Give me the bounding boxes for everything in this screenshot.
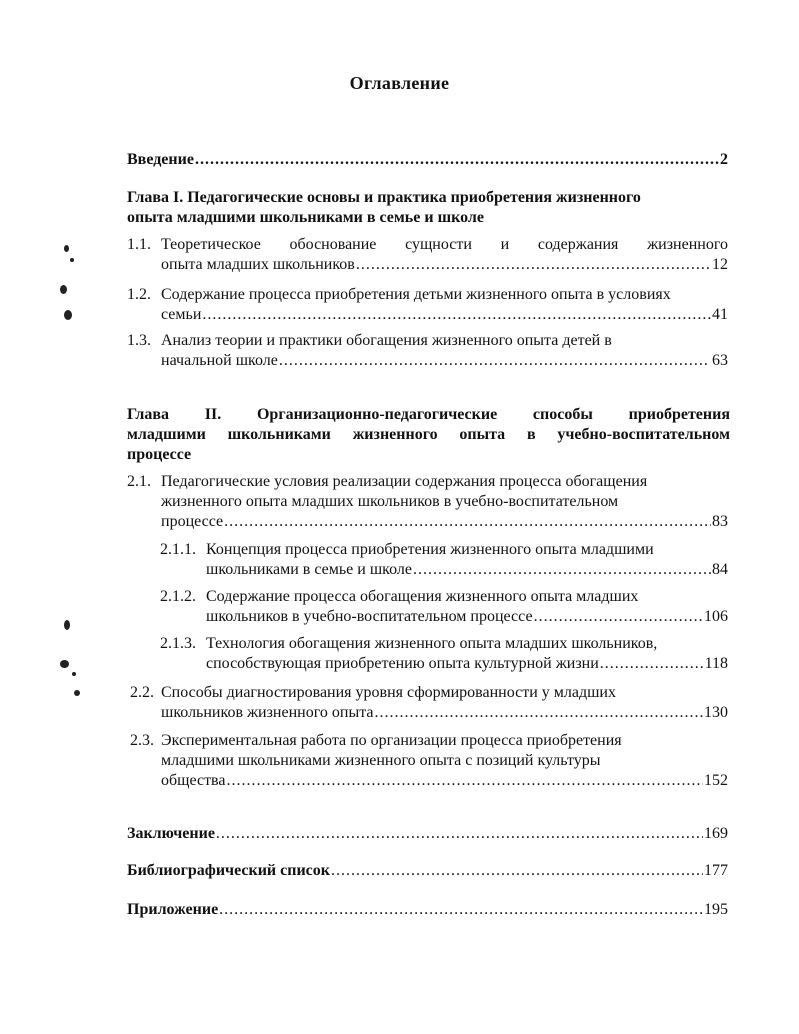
toc-page-number: 106 bbox=[704, 608, 728, 625]
toc-page-number: 2 bbox=[720, 151, 728, 168]
subsection-title-line1: Содержание процесса обогащения жизненного опыта младших bbox=[206, 588, 639, 605]
toc-section-2-3 bbox=[130, 731, 728, 791]
scan-speck bbox=[74, 690, 80, 696]
scan-speck bbox=[60, 285, 67, 294]
section-number: 1.3. bbox=[127, 332, 151, 349]
scan-speck bbox=[70, 258, 74, 262]
section-title-line2: семьи bbox=[161, 306, 202, 323]
section-number: 2.2. bbox=[130, 684, 154, 701]
section-title-line3: общества bbox=[161, 772, 226, 789]
scan-speck bbox=[64, 620, 70, 630]
section-title-line1: Анализ теории и практики обогащения жизненного опыта детей в bbox=[161, 332, 612, 349]
section-number: 2.3. bbox=[130, 732, 154, 749]
chapter1-heading-line2: опыта младшими школьниками в семье и школе bbox=[127, 209, 484, 226]
section-title-line3: процессе bbox=[161, 513, 224, 530]
toc-page-number: 12 bbox=[712, 256, 728, 273]
toc-page-number: 169 bbox=[704, 825, 728, 842]
toc-page-number: 83 bbox=[712, 513, 728, 530]
section-title-line1: Способы диагностирования уровня сформированности у младших bbox=[161, 684, 616, 701]
toc-leader-dots bbox=[356, 255, 711, 275]
toc-section-2-2 bbox=[130, 683, 728, 723]
chapter2-heading-line3: процессе bbox=[127, 446, 192, 463]
toc-leader-dots bbox=[227, 771, 704, 791]
scan-speck bbox=[60, 660, 69, 668]
toc-section-1-2 bbox=[127, 285, 728, 325]
toc-leader-dots bbox=[219, 900, 703, 920]
toc-leader-dots bbox=[413, 560, 711, 580]
subsection-number: 2.1.3. bbox=[160, 635, 196, 652]
subsection-title-line2: способствующая приобретению опыта культурной жизни bbox=[206, 655, 599, 672]
toc-section-1-3 bbox=[127, 331, 728, 371]
chapter2-heading-line1: Глава II. Организационно-педагогические способы приобретения bbox=[127, 406, 730, 423]
toc-leader-dots bbox=[374, 703, 703, 723]
subsection-number: 2.1.2. bbox=[160, 588, 196, 605]
section-title-line1: Теоретическое обоснование сущности и содержания жизненного bbox=[161, 236, 728, 253]
toc-page-number: 118 bbox=[704, 655, 728, 672]
toc-leader-dots bbox=[600, 654, 704, 674]
toc-subsection-2-1-1 bbox=[160, 540, 728, 580]
toc-leader-dots bbox=[195, 150, 719, 170]
toc-page-number: 63 bbox=[712, 352, 728, 369]
section-number: 1.2. bbox=[127, 286, 151, 303]
subsection-title-line2: школьников в учебно-воспитательном процессе bbox=[206, 608, 533, 625]
toc-entry-label: Приложение bbox=[127, 901, 219, 918]
toc-leader-dots bbox=[224, 512, 711, 532]
toc-leader-dots bbox=[202, 305, 711, 325]
section-number: 1.1. bbox=[127, 236, 151, 253]
toc-section-2-1 bbox=[127, 472, 728, 532]
toc-page-number: 41 bbox=[712, 306, 728, 323]
scan-speck bbox=[64, 245, 69, 252]
toc-leader-dots bbox=[216, 824, 703, 844]
section-title-line2: школьников жизненного опыта bbox=[161, 704, 374, 721]
toc-section-1-1 bbox=[127, 235, 728, 275]
toc-page-number: 177 bbox=[704, 862, 728, 879]
toc-leader-dots bbox=[534, 607, 703, 627]
toc-entry-label: Введение bbox=[127, 151, 194, 168]
toc-entry-intro bbox=[127, 150, 728, 170]
toc-page-number: 152 bbox=[704, 772, 728, 789]
toc-subsection-2-1-2 bbox=[160, 587, 728, 627]
chapter1-heading-line1: Глава I. Педагогические основы и практика приобретения жизненного bbox=[127, 189, 641, 206]
section-title-line2: опыта младших школьников bbox=[161, 256, 355, 273]
section-title-line2: жизненного опыта младших школьников в учебно-воспитательном bbox=[161, 493, 619, 510]
section-title-line1: Содержание процесса приобретения детьми жизненного опыта в условиях bbox=[161, 286, 671, 303]
subsection-title-line1: Технология обогащения жизненного опыта младших школьников, bbox=[206, 635, 658, 652]
subsection-title-line2: школьниками в семье и школе bbox=[206, 561, 412, 578]
toc-entry-appendix bbox=[127, 900, 728, 920]
page-title: Оглавление bbox=[349, 73, 450, 93]
section-number: 2.1. bbox=[127, 473, 151, 490]
section-title-line1: Экспериментальная работа по организации процесса приобретения bbox=[161, 732, 622, 749]
toc-leader-dots bbox=[279, 351, 707, 371]
scan-speck bbox=[72, 672, 76, 676]
subsection-number: 2.1.1. bbox=[160, 541, 196, 558]
toc-entry-label: Заключение bbox=[127, 825, 215, 842]
toc-entry-bibliography bbox=[127, 861, 728, 881]
toc-entry-conclusion bbox=[127, 824, 728, 844]
toc-page-number: 84 bbox=[712, 561, 728, 578]
section-title-line2: начальной школе bbox=[161, 352, 278, 369]
chapter1-heading bbox=[127, 188, 730, 228]
toc-subsection-2-1-3 bbox=[160, 634, 728, 674]
chapter2-heading-line2: младшими школьниками жизненного опыта в учебно-воспитательном bbox=[127, 426, 730, 443]
toc-entry-label: Библиографический список bbox=[127, 862, 330, 879]
toc-leader-dots bbox=[331, 861, 703, 881]
chapter2-heading bbox=[127, 405, 730, 465]
scan-speck bbox=[64, 310, 72, 320]
section-title-line1: Педагогические условия реализации содержания процесса обогащения bbox=[161, 473, 648, 490]
section-title-line2: младшими школьниками жизненного опыта с позиций культуры bbox=[161, 752, 601, 769]
toc-page-number: 130 bbox=[704, 704, 728, 721]
subsection-title-line1: Концепция процесса приобретения жизненного опыта младшими bbox=[206, 541, 654, 558]
toc-page-number: 195 bbox=[704, 901, 728, 918]
